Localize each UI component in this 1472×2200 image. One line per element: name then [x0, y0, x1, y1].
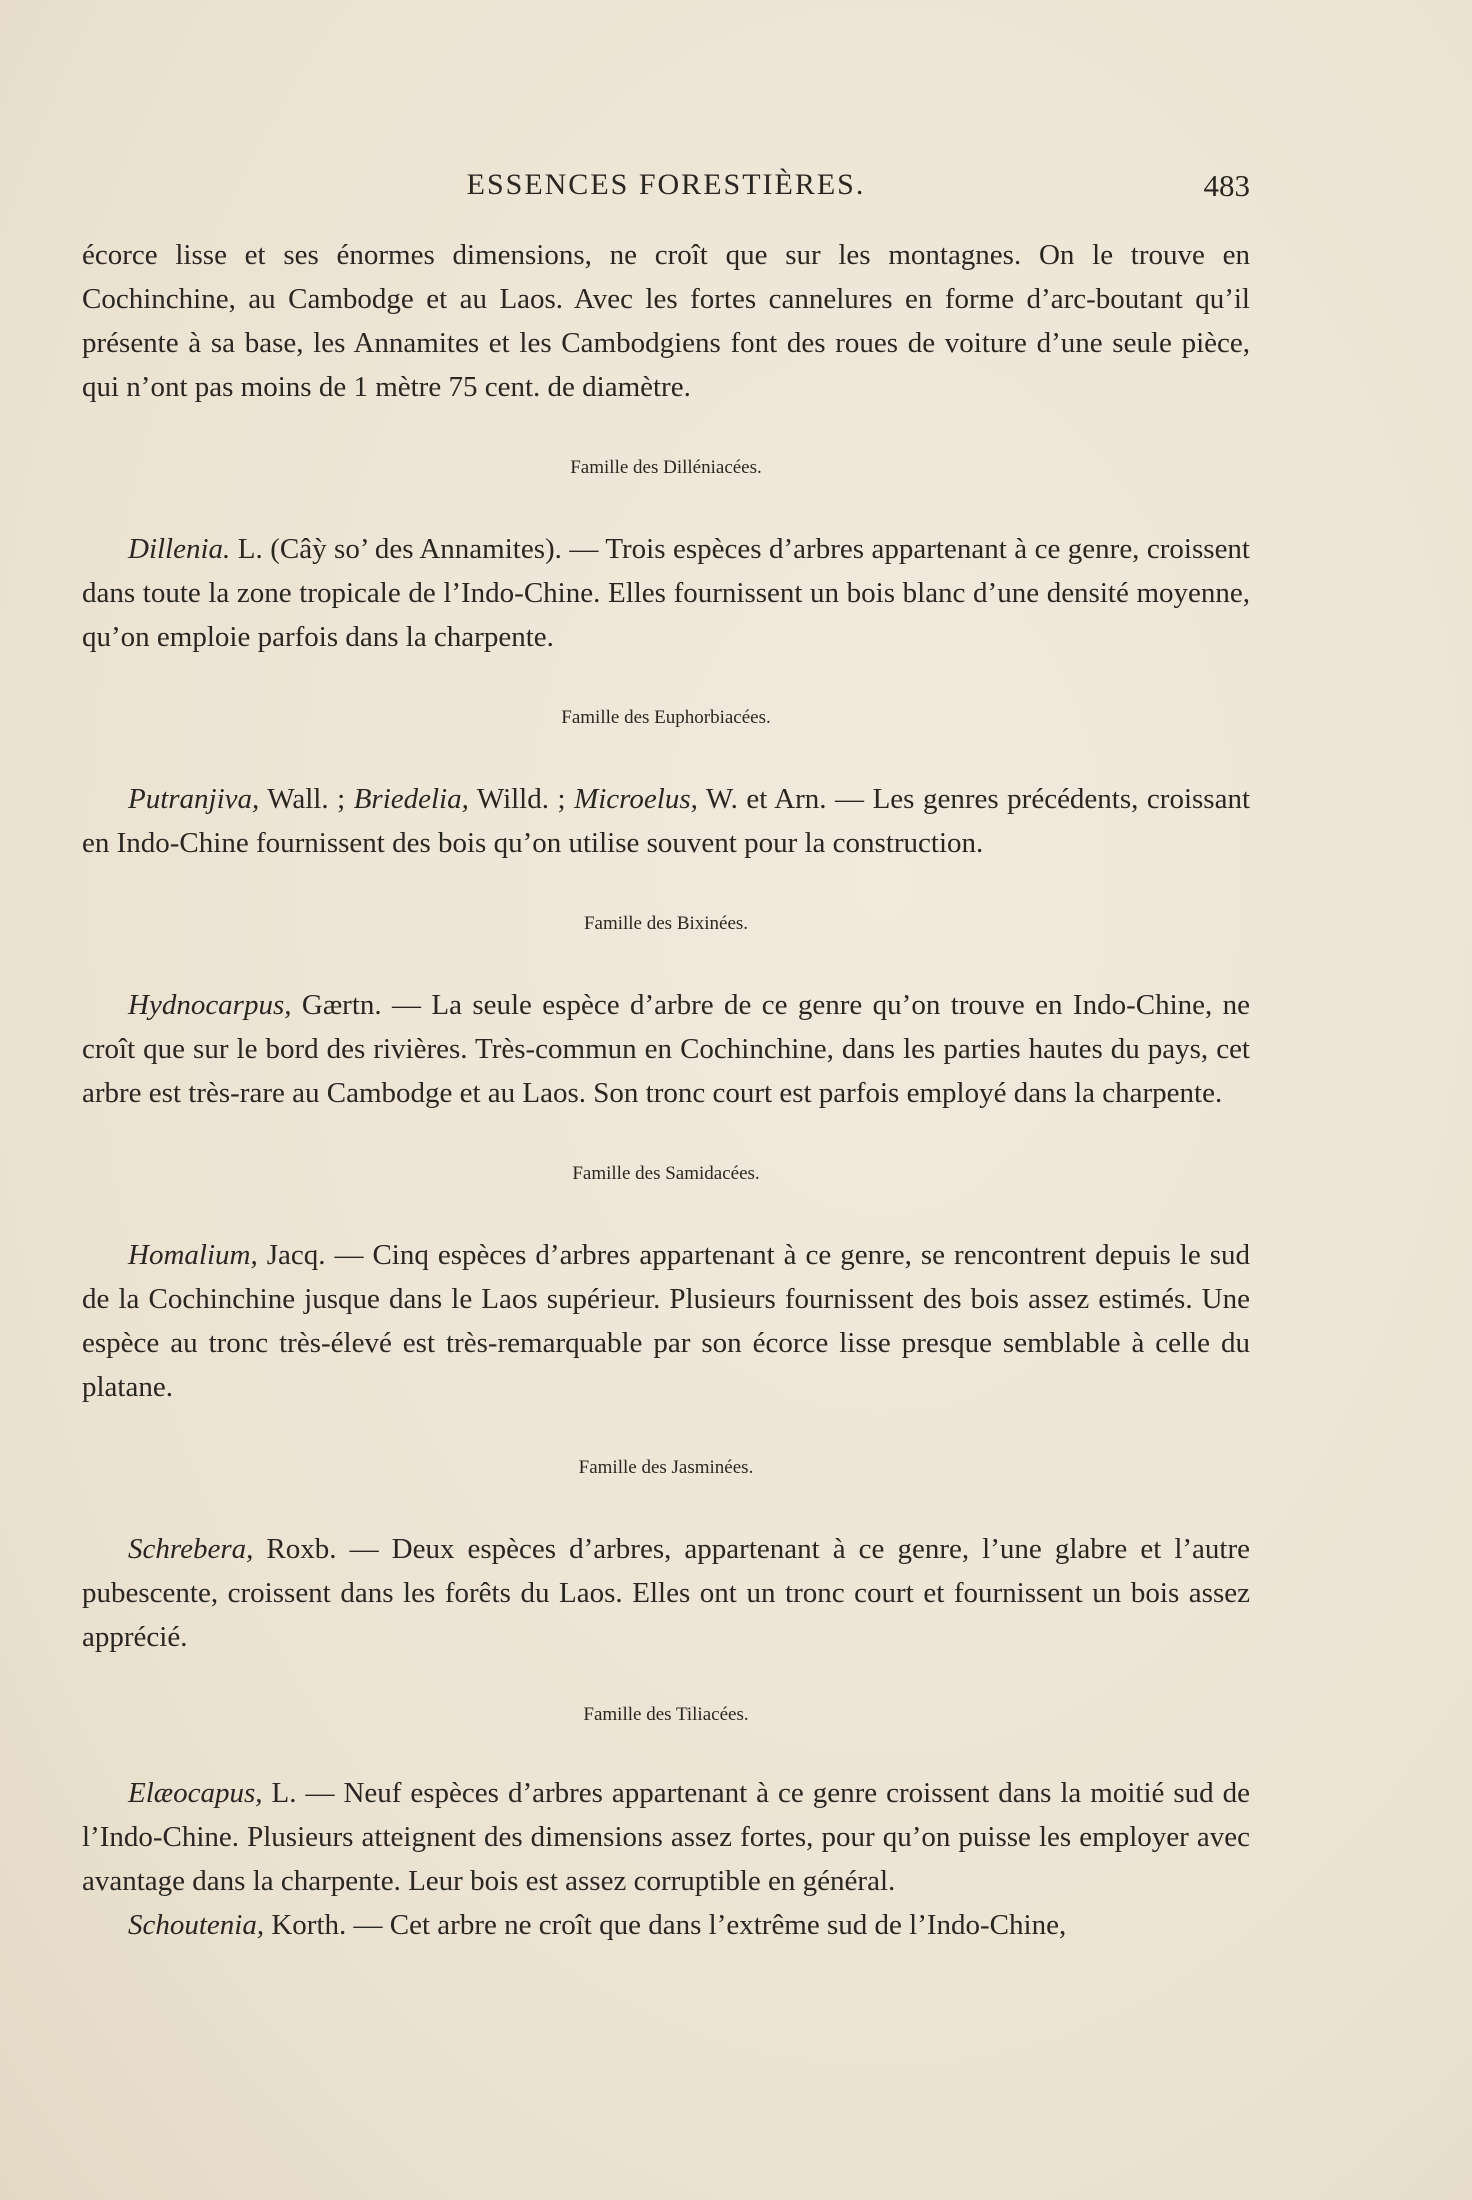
entry-text: Willd. ; — [468, 783, 575, 815]
entry-text: Roxb. — Deux espèces d’arbres, appartenant à ce genre, l’une glabre et l’autre pubescente, croissent dans les forêts du Laos. Elles ont un tronc court et fournissent un bois assez apprécié. — [82, 1533, 1250, 1653]
entry-text: W. et Arn. — Les genres précédents, croissant en Indo-Chine fournissent des bois qu’on utilise souvent pour la construction. — [82, 783, 1251, 859]
page-number: 483 — [1203, 168, 1250, 203]
entry-text: Gærtn. — La seule espèce d’arbre de ce genre qu’on trouve en Indo-Chine, ne croît que sur le bord des rivières. Très-commun en Cochinchine, dans les parties hautes du pays, cet arbre est très-rare au Cambodge et au Laos. Son tronc court est parfois employé dans la charpente. — [82, 989, 1250, 1109]
entry-text: Jacq. — Cinq espèces d’arbres appartenant à ce genre, se rencontrent depuis le sud de la Cochinchine jusque dans le Laos supérieur. Plusieurs fournissent des bois assez estimés. Une espèce au tronc très-élevé est très-remarquable par son écorce lisse presque semblable à celle du platane. — [82, 1239, 1250, 1403]
genus-name: Homalium, — [128, 1239, 258, 1271]
family-heading-jasminees: Famille des Jasminées. — [578, 1457, 754, 1478]
running-head — [82, 168, 1250, 208]
entry-elaeocarpus — [82, 1771, 1250, 1903]
entry-text: L. (Câỳ so’ des Annamites). — Trois espèces d’arbres appartenant à ce genre, croissent dans toute la zone tropicale de l’Indo-Chine. Elles fournissent un bois blanc d’une densité moyenne, qu’on emploie parfois dans la charpente. — [82, 533, 1250, 653]
family-heading-euphorbiacees: Famille des Euphorbiacées. — [561, 707, 771, 728]
entry-hydnocarpus — [82, 983, 1250, 1115]
genus-name: Schoutenia, — [128, 1909, 265, 1941]
family-heading-bixinees: Famille des Bixinées. — [583, 913, 749, 934]
body-text — [82, 233, 1250, 1947]
genus-name: Microelus, — [574, 783, 698, 815]
intro-paragraph: écorce lisse et ses énormes dimensions, ne croît que sur les montagnes. On le trouve en Cochinchine, au Cambodge et au Laos. Avec les fortes cannelures en forme d’arc-boutant qu’il présente à sa base, les Annamites et les Cambodgiens font des roues de voiture d’une seule pièce, qui n’ont pas moins de 1 mètre 75 cent. de diamètre. — [82, 239, 1250, 403]
family-heading-dilleniacees: Famille des Dilléniacées. — [570, 457, 762, 478]
family-heading-samidacees: Famille des Samidacées. — [572, 1163, 760, 1184]
genus-name: Putranjiva, — [128, 783, 260, 815]
family-heading-tiliacees: Famille des Tiliacées. — [583, 1704, 749, 1725]
entry-text: Wall. ; — [259, 783, 354, 815]
entry-dillenia — [82, 527, 1250, 659]
entry-text: L. — Neuf espèces d’arbres appartenant à ce genre croissent dans la moitié sud de l’Indo-Chine. Plusieurs atteignent des dimensions assez fortes, pour qu’on puisse les employer avec avantage dans la charpente. Leur bois est assez corruptible en général. — [82, 1777, 1250, 1897]
entry-schrebera — [82, 1527, 1250, 1659]
entry-putranjiva — [82, 777, 1250, 865]
genus-name: Dillenia. — [128, 533, 231, 565]
running-title: ESSENCES FORESTIÈRES. — [466, 168, 866, 201]
genus-name: Elæocapus, — [128, 1777, 263, 1809]
entry-schoutenia — [82, 1903, 1250, 1947]
entry-homalium — [82, 1233, 1250, 1409]
genus-name: Hydnocarpus, — [128, 989, 292, 1021]
genus-name: Schrebera, — [128, 1533, 254, 1565]
entry-text: Korth. — Cet arbre ne croît que dans l’extrême sud de l’Indo-Chine, — [264, 1909, 1067, 1941]
genus-name: Briedelia, — [353, 783, 469, 815]
